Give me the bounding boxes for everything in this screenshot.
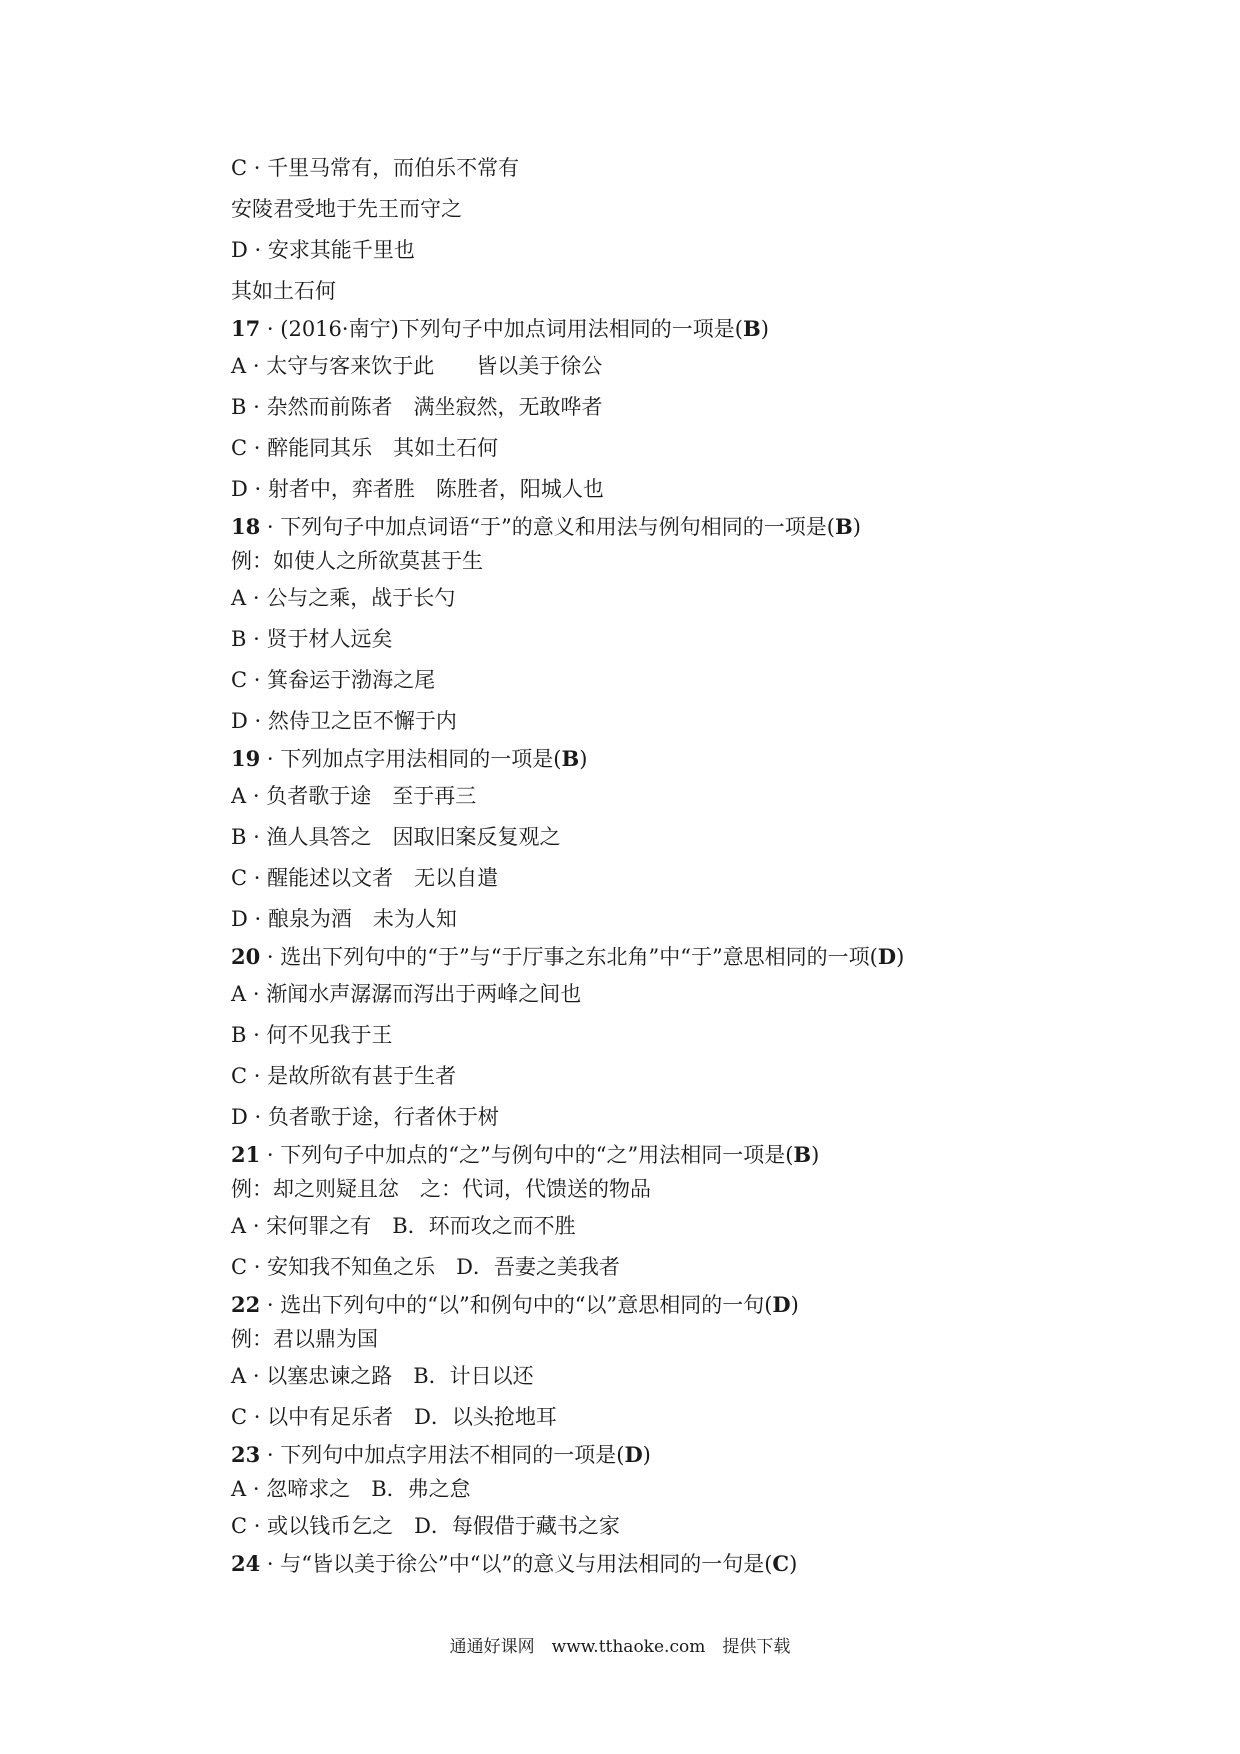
line-text: D · 酿泉为酒 未为人知 (231, 907, 457, 931)
text-line (231, 974, 1111, 1015)
answer-letter: B (793, 1142, 812, 1167)
question-23 (231, 1438, 1111, 1472)
text-line (231, 189, 1111, 230)
line-text: B · 渔人具答之 因取旧案反复观之 (231, 825, 561, 849)
line-text: · 选出下列句中的“于”与“于厅事之东北角”中“于”意思相同的一项( (260, 945, 878, 969)
text-line (231, 1397, 1111, 1438)
line-text: 例：君以鼎为国 (231, 1327, 378, 1351)
question-number: 20 (231, 944, 261, 969)
line-text: · (2016·南宁)下列句子中加点词用法相同的一项是( (260, 317, 743, 341)
document-body (231, 148, 1111, 1581)
text-line (231, 148, 1111, 189)
line-text: A · 忽啼求之 B．弗之怠 (231, 1477, 471, 1501)
line-text: C · 安知我不知鱼之乐 D．吾妻之美我者 (231, 1255, 620, 1279)
line-text: C · 千里马常有，而伯乐不常有 (231, 156, 520, 180)
line-text: · 选出下列句中的“以”和例句中的“以”意思相同的一句( (260, 1293, 773, 1317)
line-text: C · 箕畚运于渤海之尾 (231, 668, 436, 692)
question-19 (231, 742, 1111, 776)
answer-letter: B (561, 746, 580, 771)
line-text: · 下列句中加点字用法不相同的一项是( (260, 1443, 625, 1467)
text-line (231, 776, 1111, 817)
line-text: D · 射者中，弈者胜 陈胜者，阳城人也 (231, 477, 604, 501)
answer-letter: C (772, 1551, 790, 1576)
line-text: C · 醉能同其乐 其如土石何 (231, 436, 499, 460)
text-line (231, 1172, 1111, 1206)
text-line (231, 1206, 1111, 1247)
line-text: 例：如使人之所欲莫甚于生 (231, 549, 483, 573)
text-line (231, 1322, 1111, 1356)
line-text: A · 宋何罪之有 B．环而攻之而不胜 (231, 1214, 576, 1238)
question-22 (231, 1288, 1111, 1322)
text-line (231, 1506, 1111, 1547)
answer-close-paren: ) (811, 1143, 820, 1167)
answer-close-paren: ) (789, 1552, 798, 1576)
answer-letter: B (742, 316, 761, 341)
text-line (231, 1356, 1111, 1397)
line-text: C · 或以钱币乞之 D．每假借于藏书之家 (231, 1514, 620, 1538)
text-line (231, 1472, 1111, 1506)
text-line (231, 619, 1111, 660)
line-text: B · 何不见我于王 (231, 1023, 393, 1047)
answer-close-paren: ) (896, 945, 905, 969)
question-number: 22 (231, 1292, 261, 1317)
text-line (231, 428, 1111, 469)
line-text: C · 以中有足乐者 D．以头抢地耳 (231, 1405, 557, 1429)
answer-close-paren: ) (852, 515, 861, 539)
question-20 (231, 940, 1111, 974)
page-footer: 通通好课网 www.tthaoke.com 提供下载 (449, 1637, 791, 1657)
answer-letter: B (834, 514, 853, 539)
line-text: B · 杂然而前陈者 满坐寂然，无敢哗者 (231, 395, 603, 419)
text-line (231, 858, 1111, 899)
line-text: · 与“皆以美于徐公”中“以”的意义与用法相同的一句是( (260, 1552, 773, 1576)
text-line (231, 1056, 1111, 1097)
line-text: D · 负者歌于途，行者休于树 (231, 1105, 499, 1129)
answer-close-paren: ) (790, 1293, 799, 1317)
line-text: · 下列加点字用法相同的一项是( (260, 747, 562, 771)
text-line (231, 578, 1111, 619)
line-text: C · 醒能述以文者 无以自遣 (231, 866, 499, 890)
text-line (231, 1097, 1111, 1138)
question-number: 24 (231, 1551, 261, 1576)
text-line (231, 346, 1111, 387)
line-text: C · 是故所欲有甚于生者 (231, 1064, 457, 1088)
answer-letter: D (877, 944, 897, 969)
answer-close-paren: ) (760, 317, 769, 341)
question-21 (231, 1138, 1111, 1172)
text-line (231, 387, 1111, 428)
text-line (231, 1247, 1111, 1288)
answer-letter: D (772, 1292, 791, 1317)
text-line (231, 701, 1111, 742)
question-number: 17 (231, 316, 261, 341)
text-line (231, 230, 1111, 271)
text-line (231, 271, 1111, 312)
answer-letter: D (624, 1442, 643, 1467)
question-17 (231, 312, 1111, 346)
line-text: · 下列句子中加点词语“于”的意义和用法与例句相同的一项是( (260, 515, 835, 539)
text-line (231, 469, 1111, 510)
line-text: · 下列句子中加点的“之”与例句中的“之”用法相同一项是( (260, 1143, 794, 1167)
question-18 (231, 510, 1111, 544)
line-text: 例：却之则疑且忿 之：代词，代馈送的物品 (231, 1177, 651, 1201)
line-text: D · 安求其能千里也 (231, 238, 415, 262)
line-text: A · 负者歌于途 至于再三 (231, 784, 477, 808)
line-text: A · 渐闻水声潺潺而泻出于两峰之间也 (231, 982, 582, 1006)
text-line (231, 660, 1111, 701)
line-text: A · 太守与客来饮于此 皆以美于徐公 (231, 354, 603, 378)
line-text: 其如土石何 (231, 279, 336, 303)
question-24 (231, 1547, 1111, 1581)
answer-close-paren: ) (642, 1443, 651, 1467)
line-text: A · 以塞忠谏之路 B．计日以还 (231, 1364, 534, 1388)
answer-close-paren: ) (579, 747, 588, 771)
question-number: 21 (231, 1142, 261, 1167)
text-line (231, 1015, 1111, 1056)
text-line (231, 544, 1111, 578)
line-text: B · 贤于材人远矣 (231, 627, 393, 651)
line-text: D · 然侍卫之臣不懈于内 (231, 709, 457, 733)
question-number: 23 (231, 1442, 261, 1467)
text-line (231, 817, 1111, 858)
question-number: 18 (231, 514, 261, 539)
question-number: 19 (231, 746, 261, 771)
text-line (231, 899, 1111, 940)
line-text: A · 公与之乘，战于长勺 (231, 586, 456, 610)
line-text: 安陵君受地于先王而守之 (231, 197, 462, 221)
